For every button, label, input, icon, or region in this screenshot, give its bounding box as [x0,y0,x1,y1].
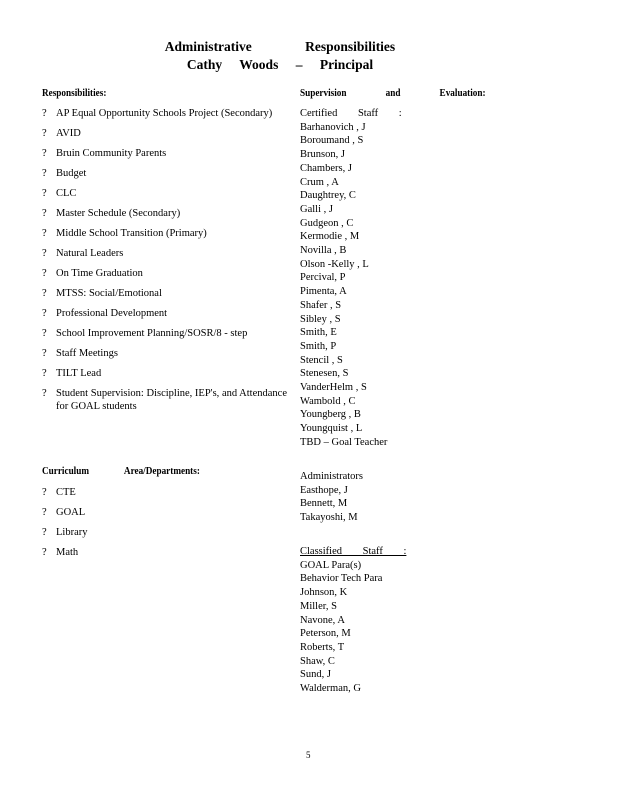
administrators-heading: Administrators [300,471,363,482]
responsibility-item-text: On Time Graduation [56,268,143,279]
responsibility-item [42,247,287,260]
responsibility-item-text: AVID [56,128,81,139]
staff-name: Smith, E [300,327,337,339]
supervision-heading: Supervision and Evaluation: [300,88,486,99]
curriculum-item [42,546,242,559]
responsibility-item-text: Natural Leaders [56,248,124,259]
bullet-glyph: ? [42,248,47,259]
bullet-glyph: ? [42,288,47,299]
responsibility-item [42,107,287,120]
staff-name: Gudgeon , C [300,217,354,229]
curriculum-item-text: CTE [56,487,76,498]
staff-name: Kermodie , M [300,231,360,243]
staff-name: Galli , J [300,203,333,215]
certified-staff-section [300,107,410,450]
bullet-glyph: ? [42,388,47,399]
bullet-glyph: ? [42,188,47,199]
staff-name: Smith, P [300,340,337,352]
responsibility-item [42,287,287,300]
staff-name: Pimenta, A [300,286,347,298]
bullet-glyph: ? [42,547,47,558]
document-title [0,38,560,74]
staff-name: Daughtrey, C [300,190,356,202]
responsibility-item [42,387,287,413]
bullet-glyph: ? [42,527,47,538]
title-line-1: Administrative Responsibilities [164,39,396,54]
responsibility-item [42,207,287,220]
bullet-glyph: ? [42,208,47,219]
responsibility-item-text: Master Schedule (Secondary) [56,208,181,219]
classified-name: GOAL Para(s) [300,559,362,571]
staff-name: Crum , A [300,176,339,188]
title-line-2: Cathy Woods – Principal [186,57,374,72]
certified-staff-heading: Certified Staff : [300,108,402,119]
curriculum-item [42,526,242,539]
responsibility-item [42,327,287,340]
administrators-section [300,470,410,525]
staff-name: Percival, P [300,272,346,284]
bullet-glyph: ? [42,328,47,339]
staff-name: Brunson, J [300,149,345,161]
classified-name: Navone, A [300,614,345,626]
administrator-name: Easthope, J [300,484,348,496]
bullet-glyph: ? [42,168,47,179]
classified-name: Walderman, G [300,683,361,695]
staff-name: VanderHelm , S [300,382,367,394]
responsibility-item-text: Student Supervision: Discipline, IEP's, and Attendance for GOAL students [56,388,287,412]
classified-name: Johnson, K [300,587,348,599]
staff-name: Youngberg , B [300,409,361,421]
classified-name: Shaw, C [300,655,335,667]
curriculum-item [42,486,242,499]
bullet-glyph: ? [42,108,47,119]
staff-name: TBD – Goal Teacher [300,436,388,448]
responsibility-item-text: TILT Lead [56,368,102,379]
staff-name: Olson -Kelly , L [300,258,369,270]
responsibility-item [42,267,287,280]
staff-name: Chambers, J [300,162,352,174]
staff-name: Youngquist , L [300,423,363,435]
responsibility-item-text: Staff Meetings [56,348,118,359]
certified-staff-list [300,121,410,450]
curriculum-item-text: Library [56,527,88,538]
bullet-glyph: ? [42,507,47,518]
responsibility-item-text: Bruin Community Parents [56,148,167,159]
responsibility-item-text: Middle School Transition (Primary) [56,228,207,239]
classified-name: Miller, S [300,600,337,612]
staff-name: Boroumand , S [300,135,364,147]
staff-name: Shafer , S [300,299,342,311]
curriculum-item [42,506,242,519]
responsibility-item [42,307,287,320]
bullet-glyph: ? [42,268,47,279]
bullet-glyph: ? [42,128,47,139]
staff-name: Stencil , S [300,354,343,366]
responsibility-item-text: Professional Development [56,308,168,319]
responsibility-item-text: CLC [56,188,77,199]
curriculum-list [42,486,242,566]
responsibility-item [42,167,287,180]
responsibility-item [42,347,287,360]
curriculum-item-text: GOAL [56,507,86,518]
staff-name: Stenesen, S [300,368,349,380]
responsibilities-heading: Responsibilities: [42,88,107,99]
classified-name: Peterson, M [300,628,351,640]
staff-name: Wambold , C [300,395,356,407]
responsibility-item-text: School Improvement Planning/SOSR/8 - step [56,328,248,339]
curriculum-item-text: Math [56,547,79,558]
staff-name: Barhanovich , J [300,121,366,133]
classified-staff-list [300,559,410,696]
staff-name: Novilla , B [300,245,347,257]
curriculum-heading: Curriculum Area/Departments: [42,466,200,477]
classified-name: Behavior Tech Para [300,573,383,585]
responsibility-item [42,367,287,380]
bullet-glyph: ? [42,368,47,379]
classified-name: Roberts, T [300,641,345,653]
bullet-glyph: ? [42,228,47,239]
bullet-glyph: ? [42,308,47,319]
classified-staff-section [300,545,410,696]
bullet-glyph: ? [42,348,47,359]
responsibility-item [42,147,287,160]
responsibility-item-text: MTSS: Social/Emotional [56,288,162,299]
administrator-name: Takayoshi, M [300,512,358,524]
responsibilities-list [42,107,287,420]
classified-name: Sund, J [300,669,331,681]
responsibility-item [42,127,287,140]
responsibility-item [42,187,287,200]
responsibility-item-text: Budget [56,168,87,179]
classified-staff-heading: Classified Staff : [300,546,407,557]
page-number: 5 [306,750,311,760]
responsibility-item [42,227,287,240]
bullet-glyph: ? [42,487,47,498]
responsibility-item-text: AP Equal Opportunity Schools Project (Secondary) [56,108,273,119]
bullet-glyph: ? [42,148,47,159]
administrator-name: Bennett, M [300,498,348,510]
administrators-list [300,484,410,525]
staff-name: Sibley , S [300,313,341,325]
